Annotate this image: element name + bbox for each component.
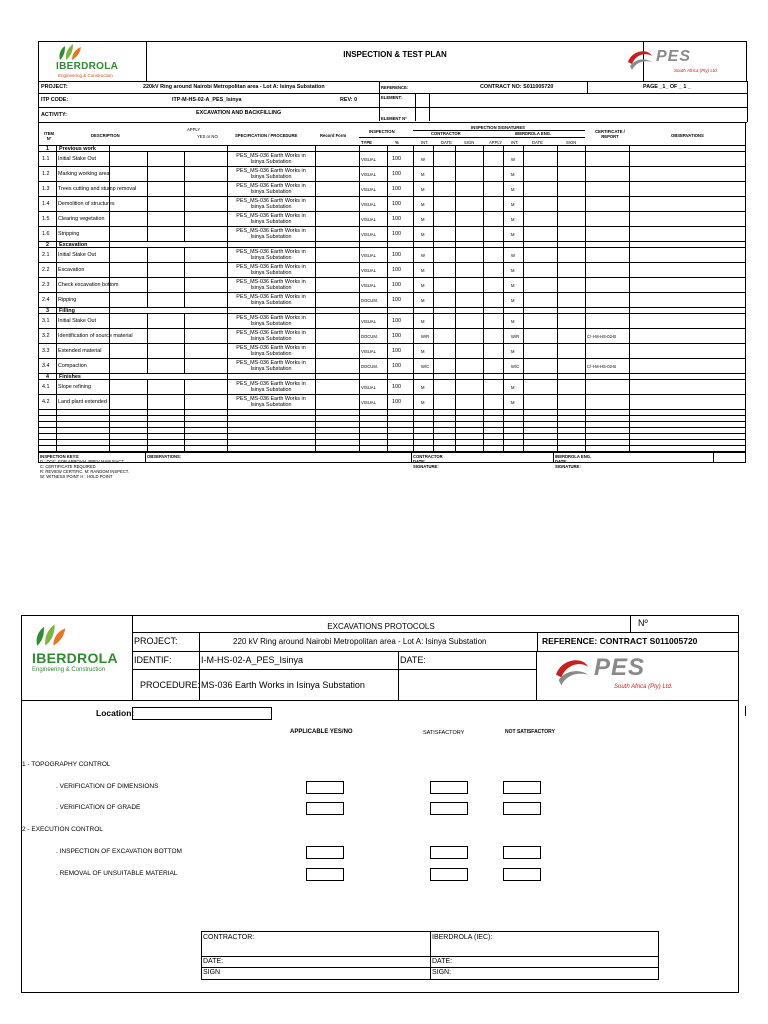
inspection-type: VISUAL — [361, 349, 376, 354]
col-contractor-date: DATE — [441, 140, 452, 145]
itp-item-row — [38, 248, 746, 263]
inspection-type: VISUAL — [361, 202, 376, 207]
iberdrola-wordmark: IBERDROLA — [56, 61, 119, 72]
item-description: Marking working area — [58, 171, 110, 177]
inspection-type: VISUAL — [361, 283, 376, 288]
iberdrola-logo — [42, 43, 142, 79]
proto-procedure-row — [132, 669, 536, 700]
col-iberdrola-eng: IBERDROLA ENG. — [515, 131, 552, 136]
itp-column-header — [38, 122, 746, 146]
item-inspection-bottom: . INSPECTION OF EXCAVATION BOTTOM — [56, 848, 182, 855]
item-number: 1.6 — [42, 231, 50, 237]
proto-iberdrola-tagline: Engineering & Construction — [32, 667, 106, 673]
item-specification: PES_MS-036 Earth Works in Isinya Substation — [236, 294, 306, 306]
inspection-keys-title: INSPECTION KEYS: — [40, 454, 80, 459]
revision: REV: 0 — [340, 97, 358, 103]
itp-item-row — [38, 329, 746, 344]
contractor-int-key: M — [421, 319, 425, 324]
itp-item-row — [38, 314, 746, 329]
itp-item-row — [38, 167, 746, 182]
inspection-type: VISUAL — [361, 319, 376, 324]
col-satisfactory-header: SATISFACTORY — [423, 730, 465, 736]
col-spec: SPECIFICATION / PROCEDURE — [235, 133, 298, 138]
col-contractor-int: INT. — [421, 140, 429, 145]
section-label: Excavation — [59, 242, 88, 248]
proto-header-divider — [536, 651, 537, 700]
inspection-key-line: D : DOC. FOR APROVAL PREV MANUFACT. — [40, 459, 125, 464]
col-apply: APPLY — [187, 127, 201, 132]
iberdrola-int-key: W/C — [511, 364, 520, 369]
proto-pes-swoosh-icon — [552, 656, 592, 688]
item-specification: PES_MS-036 Earth Works in Isinya Substation — [236, 249, 306, 261]
item-number: 4.1 — [42, 384, 50, 390]
footer-observations-label: OBSERVATIONS: — [147, 454, 182, 459]
item-specification: PES_MS-036 Earth Works in Isinya Substation — [236, 213, 306, 225]
project-value: 220kV Ring around Nairobi Metropolitan area - Lot A: Isinya Substation — [143, 84, 325, 90]
item-specification: PES_MS-036 Earth Works in Isinya Substation — [236, 381, 306, 393]
item-number: 1.1 — [42, 156, 50, 162]
inspection-percent: 100 — [392, 399, 401, 405]
dimensions-satisfactory-box[interactable] — [430, 781, 468, 794]
inspection-percent: 100 — [392, 171, 401, 177]
inspection-type: DOCUM. — [361, 334, 378, 339]
iberdrola-int-key: M — [511, 283, 515, 288]
item-description: Demolition of structures — [58, 201, 115, 207]
itp-item-row — [38, 263, 746, 278]
grade-not-satisfactory-box[interactable] — [503, 802, 541, 815]
dimensions-not-satisfactory-box[interactable] — [503, 781, 541, 794]
col-signatures: INSPECTION SIGNATURES — [471, 125, 525, 130]
element-number-label: ELEMENT Nº — [381, 116, 407, 121]
proto-date-label: DATE: — [400, 655, 426, 665]
inspection-percent: 100 — [392, 186, 401, 192]
item-specification: PES_MS-036 Earth Works in Isinya Substation — [236, 396, 306, 408]
grade-satisfactory-box[interactable] — [430, 802, 468, 815]
col-type: TYPE — [361, 140, 372, 145]
section-label: Finishes — [59, 374, 81, 380]
inspection-percent: 100 — [392, 282, 401, 288]
page-indicator: PAGE _1_ OF _ 1 _ — [643, 84, 691, 90]
itp-title-cell — [147, 42, 644, 82]
inspection-type: VISUAL — [361, 172, 376, 177]
item-number: 1.3 — [42, 186, 50, 192]
iberdrola-int-key: M — [511, 298, 515, 303]
section-label: Previous work — [59, 146, 96, 152]
col-observations: OBSERVATIONS — [671, 133, 704, 138]
proto-project-row — [132, 632, 738, 652]
proto-iberdrola-logo — [28, 618, 128, 698]
iberdrola-int-key: W — [511, 157, 515, 162]
item-specification: PES_MS-036 Earth Works in Isinya Substation — [236, 345, 306, 357]
col-iberdrola-apply: APPLY — [489, 140, 503, 145]
iberdrola-int-key: M — [511, 172, 515, 177]
item-verification-dimensions: . VERIFICATION OF DIMENSIONS — [56, 783, 159, 790]
item-number: 3.4 — [42, 363, 50, 369]
inspection-type: VISUAL — [361, 157, 376, 162]
item-number: 1.5 — [42, 216, 50, 222]
inspection-key-line: W: WITNESS POINT H : HOLD POINT — [40, 474, 113, 479]
proto-project-value: 220 kV Ring around Nairobi Metropolitan area - Lot A: Isinya Substation — [233, 637, 487, 646]
proto-identif-label: IDENTIF: — [134, 655, 172, 665]
excavation-protocol-sheet — [21, 615, 739, 993]
inspection-percent: 100 — [392, 363, 401, 369]
item-number: 2.3 — [42, 282, 50, 288]
item-number: 3.3 — [42, 348, 50, 354]
dimensions-applicable-box[interactable] — [306, 781, 344, 794]
itp-footer-holder — [38, 454, 746, 464]
iberdrola-int-key: W/R — [511, 334, 520, 339]
section-execution: 2 - EXECUTION CONTROL — [22, 826, 103, 833]
section-topography: 1 - TOPOGRAPHY CONTROL — [22, 761, 111, 768]
proto-header-bottom — [22, 700, 738, 701]
iberdrola-int-key: M — [511, 232, 515, 237]
item-description: Excavation — [58, 267, 85, 273]
reference-label: REFERENCE: — [381, 85, 409, 90]
section-number: 4 — [46, 374, 49, 380]
pes-tagline: South Africa (Pty) Ltd. — [674, 68, 718, 73]
item-specification: PES_MS-036 Earth Works in Isinya Substation — [236, 168, 306, 180]
bottom-not-satisfactory-box[interactable] — [503, 846, 541, 859]
col-description: DESCRIPTION — [91, 133, 120, 138]
inspection-type: VISUAL — [361, 253, 376, 258]
itp-title: INSPECTION & TEST PLAN — [343, 50, 447, 59]
inspection-percent: 100 — [392, 384, 401, 390]
proto-pes-logo — [542, 652, 732, 698]
contractor-int-key: M — [421, 283, 425, 288]
proto-iberdrola-label: IBERDROLA (IEC): — [432, 934, 493, 941]
unsuitable-satisfactory-box[interactable] — [430, 868, 468, 881]
itp-item-row — [38, 344, 746, 359]
item-verification-grade: . VERIFICATION OF GRADE — [56, 804, 141, 811]
item-description: Trees cutting and stump removal — [58, 186, 137, 192]
section-number: 2 — [46, 242, 49, 248]
col-iberdrola-sign: SIGN — [566, 140, 577, 145]
footer-iberdrola-signature: SIGNATURE: — [555, 464, 581, 469]
inspection-percent: 100 — [392, 156, 401, 162]
item-description: Compaction — [58, 363, 87, 369]
iberdrola-int-key: M — [511, 385, 515, 390]
proto-number-label: Nº — [638, 618, 648, 628]
contractor-int-key: W/C — [421, 364, 430, 369]
col-not-satisfactory-header: NOT SATISFACTORY — [505, 729, 555, 735]
col-applicable-header: APPLICABLE YES/NO — [290, 729, 353, 735]
itp-sheet — [38, 41, 746, 479]
grade-applicable-box[interactable] — [306, 802, 344, 815]
item-description: Slope refining — [58, 384, 91, 390]
contractor-int-key: W — [421, 157, 425, 162]
contractor-int-key: M — [421, 400, 425, 405]
contract-number: CONTRACT NO: S011005720 — [480, 84, 554, 90]
proto-procedure-label: PROCEDURE: — [140, 680, 201, 690]
item-specification: PES_MS-036 Earth Works in Isinya Substation — [236, 153, 306, 165]
item-specification: PES_MS-036 Earth Works in Isinya Substation — [236, 228, 306, 240]
item-description: Initial Stake Out — [58, 156, 97, 162]
proto-contractor-date: DATE: — [203, 958, 224, 965]
contractor-int-key: M — [421, 187, 425, 192]
item-description: Identification of source material — [58, 333, 133, 339]
inspection-percent: 100 — [392, 216, 401, 222]
inspection-percent: 100 — [392, 231, 401, 237]
certificate-ref: C/-I-M-HS-02-B — [587, 364, 617, 369]
footer-contractor-signature: SIGNATURE: — [413, 464, 439, 469]
footer-contractor-label: CONTRACTOR — [413, 454, 443, 459]
itp-item-row — [38, 182, 746, 197]
footer-iberdrola-date: DATE: — [555, 459, 568, 464]
text-cursor — [745, 706, 746, 716]
col-iberdrola-int: INT. — [511, 140, 519, 145]
inspection-type: DOCUM. — [361, 298, 378, 303]
item-description: Check excavation bottom — [58, 282, 119, 288]
inspection-key-line: C: CERTIFICATE REQUIRED — [40, 464, 96, 469]
unsuitable-not-satisfactory-box[interactable] — [503, 868, 541, 881]
iberdrola-tagline: Engineering & Construction — [58, 73, 113, 78]
iberdrola-int-key: M — [511, 202, 515, 207]
proto-title-cell — [132, 616, 630, 633]
iberdrola-int-key: M — [511, 400, 515, 405]
itp-rows — [38, 146, 746, 452]
contractor-int-key: M — [421, 172, 425, 177]
proto-contractor-sign: SIGN — [203, 969, 221, 976]
itp-item-row — [38, 197, 746, 212]
proto-signature-block — [201, 931, 659, 980]
iberdrola-leaf-icon — [56, 43, 86, 61]
item-description: Extended material — [58, 348, 102, 354]
footer-contractor-date: DATE: — [413, 459, 426, 464]
itp-code-row — [39, 93, 747, 108]
location-label: Location: — [96, 708, 135, 718]
proto-reference: REFERENCE: CONTRACT S011005720 — [542, 636, 698, 646]
itp-item-row — [38, 152, 746, 167]
inspection-percent: 100 — [392, 333, 401, 339]
inspection-percent: 100 — [392, 267, 401, 273]
bottom-satisfactory-box[interactable] — [430, 846, 468, 859]
contractor-int-key: M — [421, 217, 425, 222]
pes-swoosh-icon — [626, 48, 654, 72]
item-specification: PES_MS-036 Earth Works in Isinya Substation — [236, 198, 306, 210]
item-specification: PES_MS-036 Earth Works in Isinya Substation — [236, 279, 306, 291]
inspection-type: VISUAL — [361, 268, 376, 273]
inspection-key-line: R: REVIEW CERTIFIC. M: RANDOM INSPECT. — [40, 469, 130, 474]
col-inspection: INSPECTION — [369, 129, 395, 134]
item-description: Initial Stake Out — [58, 318, 97, 324]
item-specification: PES_MS-036 Earth Works in Isinya Substation — [236, 264, 306, 276]
inspection-type: VISUAL — [361, 187, 376, 192]
inspection-type: VISUAL — [361, 232, 376, 237]
item-specification: PES_MS-036 Earth Works in Isinya Substation — [236, 183, 306, 195]
item-specification: PES_MS-036 Earth Works in Isinya Substation — [236, 360, 306, 372]
item-specification: PES_MS-036 Earth Works in Isinya Substation — [236, 330, 306, 342]
proto-procedure-value: MS-036 Earth Works in Isinya Substation — [201, 680, 365, 690]
item-number: 3.2 — [42, 333, 50, 339]
proto-pes-tagline: South Africa (Pty) Ltd. — [614, 684, 673, 690]
item-number: 1.2 — [42, 171, 50, 177]
itp-item-row — [38, 278, 746, 293]
itp-item-row — [38, 380, 746, 395]
col-record: Record Form — [320, 133, 347, 138]
item-number: 1.4 — [42, 201, 50, 207]
inspection-percent: 100 — [392, 201, 401, 207]
proto-iberdrola-leaf-icon — [32, 622, 72, 648]
col-percent: % — [395, 140, 399, 145]
itp-item-row — [38, 395, 746, 410]
proto-pes-wordmark: PES — [594, 654, 646, 681]
contractor-int-key: M — [421, 232, 425, 237]
item-number: 3.1 — [42, 318, 50, 324]
item-specification: PES_MS-036 Earth Works in Isinya Substation — [236, 315, 306, 327]
col-contractor: CONTRACTOR — [431, 131, 461, 136]
inspection-type: DOCUM. — [361, 364, 378, 369]
location-input[interactable] — [132, 707, 272, 720]
proto-iberdrola-sign: SIGN: — [432, 969, 452, 976]
contractor-int-key: W/R — [421, 334, 430, 339]
proto-title: EXCAVATIONS PROTOCOLS — [327, 622, 435, 631]
certificate-ref: C/-I-M-HS-02-B — [587, 334, 617, 339]
proto-identif-value: I-M-HS-02-A_PES_Isinya — [201, 655, 304, 665]
contractor-int-key: M — [421, 298, 425, 303]
itp-info-block — [38, 81, 748, 122]
proto-contractor-label: CONTRACTOR: — [203, 934, 255, 941]
iberdrola-int-key: M — [511, 319, 515, 324]
item-removal-unsuitable: . REMOVAL OF UNSUITABLE MATERIAL — [56, 870, 178, 877]
section-label: Filling — [59, 308, 75, 314]
bottom-applicable-box[interactable] — [306, 846, 344, 859]
proto-number-cell — [630, 616, 739, 633]
itp-item-row — [38, 212, 746, 227]
iberdrola-int-key: M — [511, 268, 515, 273]
col-yes-no: YES or NO — [197, 134, 218, 139]
pes-wordmark: PES — [656, 48, 692, 65]
item-number: 2.2 — [42, 267, 50, 273]
inspection-type: VISUAL — [361, 217, 376, 222]
element-label: ELEMENT: — [381, 95, 402, 100]
iberdrola-int-key: W — [511, 253, 515, 258]
item-description: Clearing vegetation — [58, 216, 105, 222]
itp-code-label: ITP CODE: — [41, 97, 69, 103]
contractor-int-key: W — [421, 253, 425, 258]
col-contractor-sign: SIGN — [464, 140, 475, 145]
item-number: 2.4 — [42, 297, 50, 303]
inspection-percent: 100 — [392, 318, 401, 324]
proto-iberdrola-wordmark: IBERDROLA — [32, 650, 118, 666]
activity-row — [39, 107, 747, 123]
itp-item-row — [38, 359, 746, 374]
pes-logo — [626, 46, 736, 76]
project-label: PROJECT: — [41, 84, 68, 90]
itp-code-value: ITP-M-HS-02-A_PES_Isinya — [172, 97, 242, 103]
proto-identif-row — [132, 651, 536, 670]
item-description: Stripping — [58, 231, 80, 237]
iberdrola-int-key: M — [511, 187, 515, 192]
section-number: 1 — [46, 146, 49, 152]
iberdrola-int-key: M — [511, 217, 515, 222]
activity-label: ACTIVITY: — [41, 112, 67, 118]
col-item: ITEM Nº — [43, 131, 54, 141]
itp-item-row — [38, 293, 746, 308]
col-certificate: CERTIFICATE / REPORT — [595, 129, 625, 139]
iberdrola-int-key: M — [511, 349, 515, 354]
item-number: 4.2 — [42, 399, 50, 405]
proto-project-label: PROJECT: — [134, 636, 178, 646]
activity-value: EXCAVATION AND BACKFILLING — [196, 110, 282, 116]
contractor-int-key: M — [421, 385, 425, 390]
inspection-percent: 100 — [392, 348, 401, 354]
item-number: 2.1 — [42, 252, 50, 258]
section-number: 3 — [46, 308, 49, 314]
inspection-percent: 100 — [392, 252, 401, 258]
footer-iberdrola-label: IBERDROLA ENG. — [555, 454, 592, 459]
unsuitable-applicable-box[interactable] — [306, 868, 344, 881]
item-description: Land plant extended — [58, 399, 107, 405]
contractor-int-key: M — [421, 349, 425, 354]
itp-item-row — [38, 227, 746, 242]
item-description: Ripping — [58, 297, 77, 303]
item-description: Initial Stake Out — [58, 252, 97, 258]
proto-iberdrola-date: DATE: — [432, 958, 453, 965]
col-iberdrola-date: DATE — [532, 140, 543, 145]
inspection-type: VISUAL — [361, 385, 376, 390]
inspection-percent: 100 — [392, 297, 401, 303]
inspection-type: VISUAL — [361, 400, 376, 405]
contractor-int-key: M — [421, 268, 425, 273]
contractor-int-key: M — [421, 202, 425, 207]
